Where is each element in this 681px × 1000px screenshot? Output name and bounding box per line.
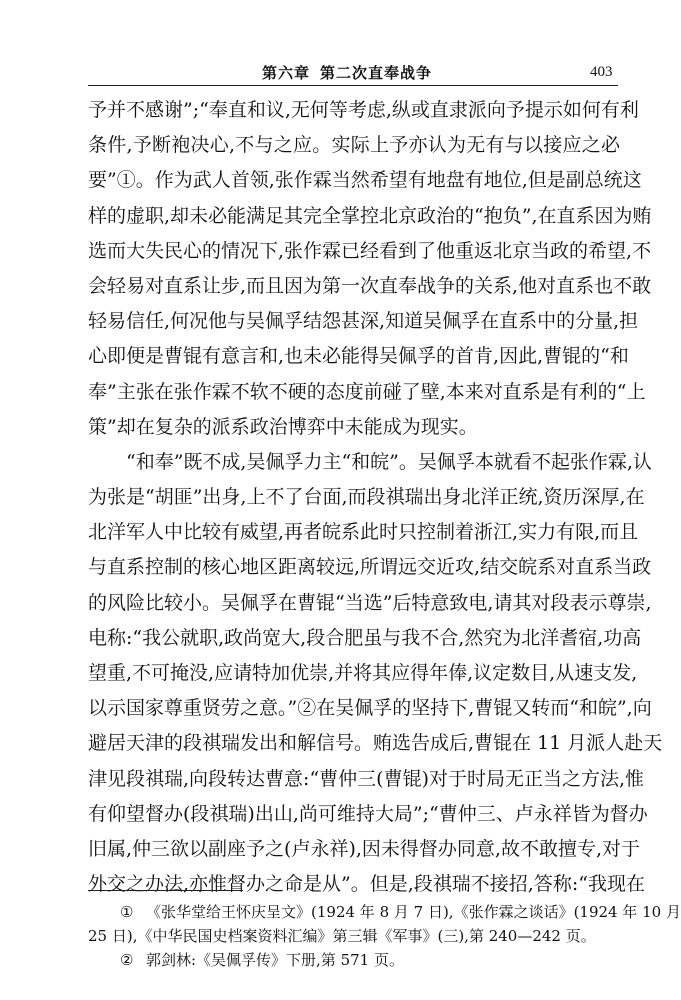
text-line: 电称:“我公就职,政尚宽大,段合肥虽与我不合,然究为北洋耆宿,功高: [88, 626, 642, 649]
text-line: 外交之办法,亦惟督办之命是从”。但是,段祺瑞不接招,答称:“我现在: [88, 873, 645, 896]
footnote-1-mark: ①: [120, 903, 134, 921]
text-line: 策”却在复杂的派系政治博弈中未能成为现实。: [88, 415, 478, 438]
text-line: 与直系控制的核心地区距离较远,所谓远交近攻,结交皖系对直系当政: [88, 556, 652, 579]
text-line: 的风险比较小。吴佩孚在曹锟“当选”后特意致电,请其对段表示尊崇,: [88, 591, 652, 614]
text-line: 望重,不可掩没,应请特加优崇,并将其应得年俸,议定数目,从速支发,: [88, 662, 638, 684]
text-line: 有仰望督办(段祺瑞)出山,尚可维持大局”;“曹仲三、卢永祥皆为督办: [88, 802, 648, 825]
running-head: [262, 62, 432, 83]
text-line: 选而大失民心的情况下,张作霖已经看到了他重返北京当政的希望,不: [88, 239, 652, 262]
text-line: 避居天津的段祺瑞发出和解信号。贿选告成后,曹锟在 11 月派人赴天: [88, 732, 663, 755]
footnote-1-continuation: 25 日),《中华民国史档案资料汇编》第三辑《军事》(三),第 240—242 页。: [88, 927, 596, 945]
text-line: 要”①。作为武人首领,张作霖当然希望有地盘有地位,但是副总统这: [88, 169, 642, 192]
text-line: 津见段祺瑞,向段转达曹意:“曹仲三(曹锟)对于时局无正当之方法,惟: [88, 767, 645, 790]
footnote-rule: [88, 890, 243, 891]
chapter-label: 第六章: [262, 64, 311, 82]
text-line: 予并不感谢”;“奉直和议,无何等考虑,纵或直隶派向予提示如何有利: [88, 99, 639, 121]
text-line: 轻易信任,何况他与吴佩孚结怨甚深,知道吴佩孚在直系中的分量,担: [88, 310, 639, 333]
footnote-1: [88, 900, 681, 924]
text-line: 以示国家尊重贤劳之意。”②在吴佩孚的坚持下,曹锟又转而“和皖”,向: [88, 697, 652, 720]
body-text: [88, 93, 663, 902]
footnote-2-mark: ②: [120, 951, 134, 969]
footnote-1-text: 《张华堂给王怀庆呈文》(1924 年 8 月 7 日),《张作霖之谈话》(1924 年 10 月: [146, 903, 681, 921]
chapter-title: 第二次直奉战争: [320, 64, 433, 82]
header-rule: [88, 85, 618, 86]
footnote-2: [88, 948, 620, 972]
text-line: 会轻易对直系让步,而且因为第一次直奉战争的关系,他对直系也不敢: [88, 274, 652, 297]
footnotes: [88, 900, 681, 972]
page-number: 403: [590, 64, 613, 80]
text-line: 心即便是曹锟有意言和,也未必能得吴佩孚的首肯,因此,曹锟的“和: [88, 345, 629, 368]
text-line: 奉”主张在张作霖不软不硬的态度前碰了壁,本来对直系是有利的“上: [88, 380, 646, 403]
text-line: “和奉”既不成,吴佩孚力主“和皖”。吴佩孚本就看不起张作霖,认: [126, 450, 652, 473]
text-line: 为张是“胡匪”出身,上不了台面,而段祺瑞出身北洋正统,资历深厚,在: [88, 486, 645, 509]
text-line: 北洋军人中比较有威望,再者皖系此时只控制着浙江,实力有限,而且: [88, 521, 639, 544]
text-line: 样的虚职,却未必能满足其完全掌控北京政治的“抱负”,在直系因为贿: [88, 204, 652, 227]
footnote-2-text: 郭剑林:《吴佩孚传》下册,第 571 页。: [146, 951, 404, 969]
text-line: 条件,予断袍决心,不与之应。实际上予亦认为无有与以接应之必: [88, 134, 620, 157]
text-line: 旧属,仲三欲以副座予之(卢永祥),因未得督办同意,故不敢擅专,对于: [88, 837, 640, 860]
